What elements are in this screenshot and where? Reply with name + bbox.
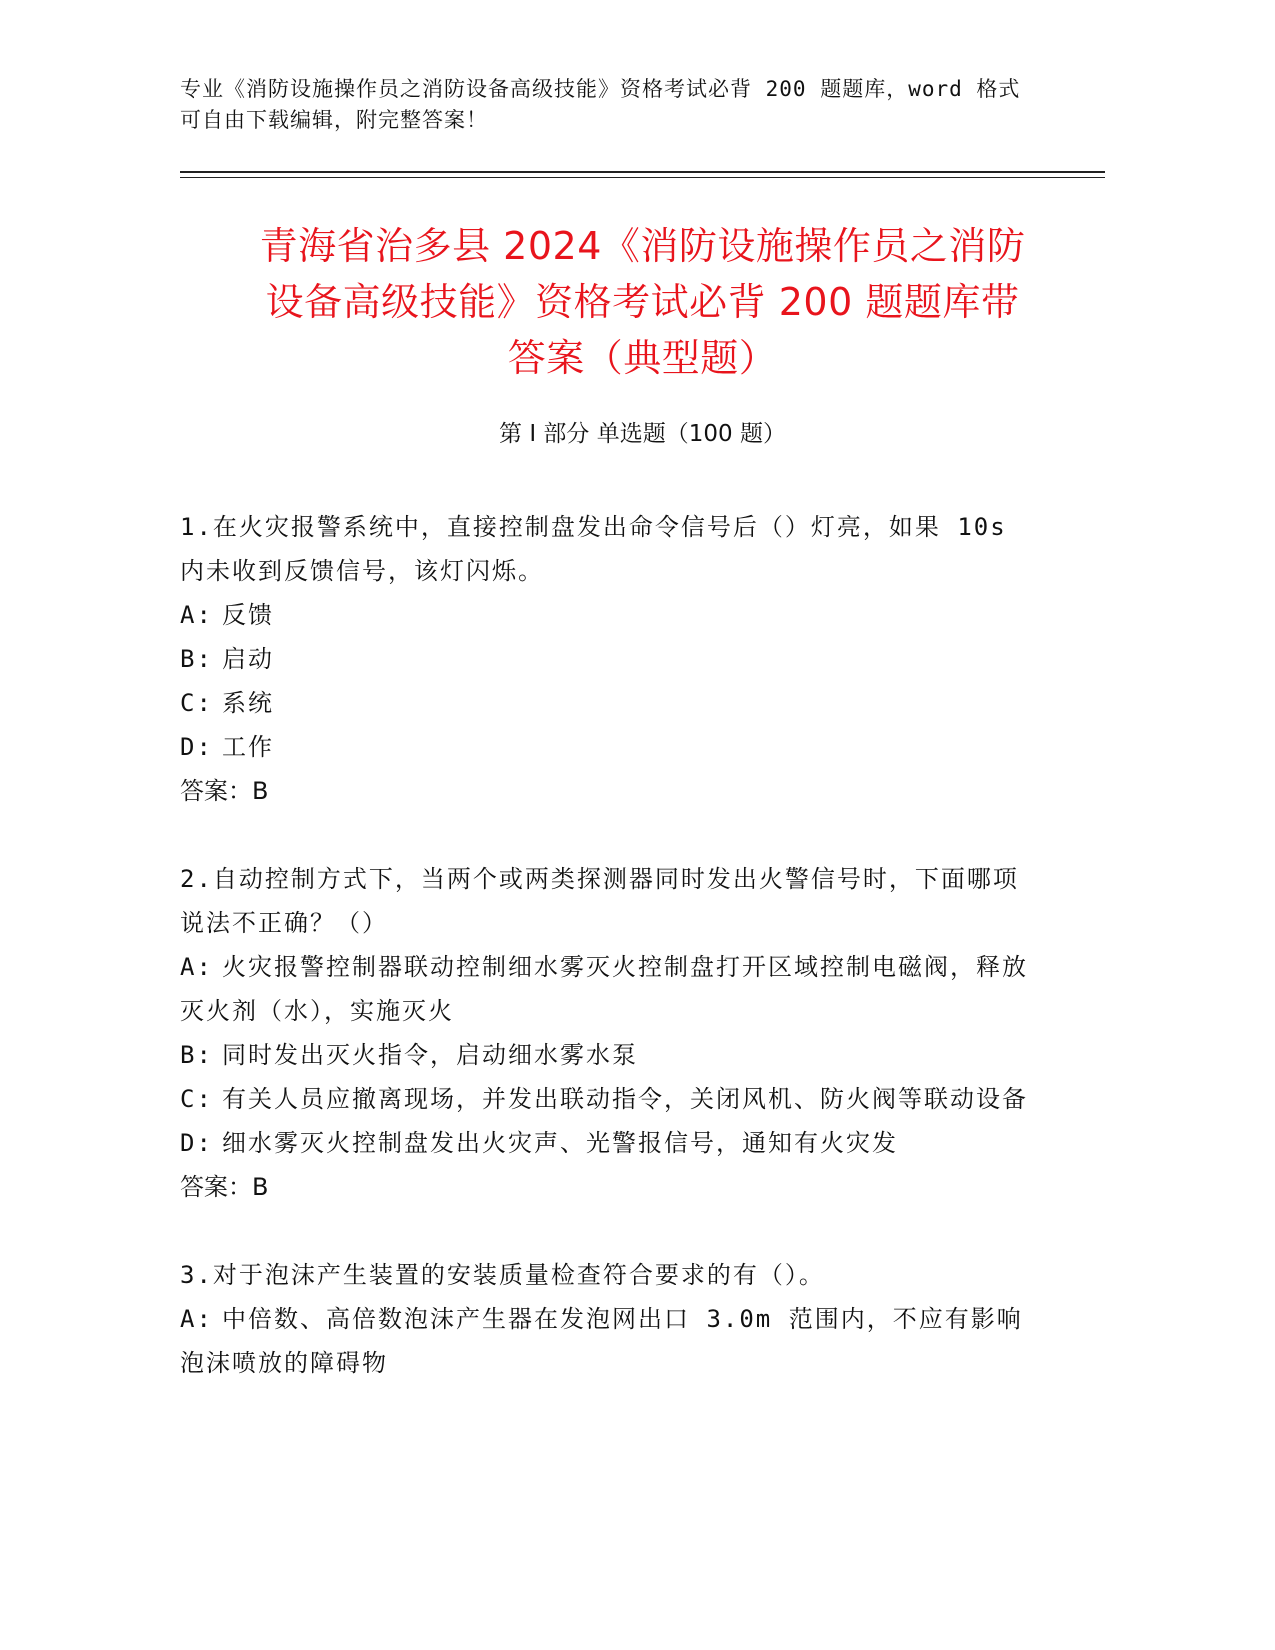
document-title: [170, 218, 1115, 386]
header-divider-thick: [180, 171, 1105, 173]
question-item: [180, 857, 1040, 1209]
option-text: 系统: [222, 689, 274, 717]
question-list: [180, 505, 1040, 1429]
option-a: [180, 1297, 1040, 1385]
section-heading: 第 I 部分 单选题（100 题）: [499, 421, 786, 447]
option-letter: D:: [180, 1129, 213, 1157]
option-letter: A:: [180, 601, 213, 629]
option-a: [180, 945, 1040, 1033]
title-line: 答案（典型题）: [507, 336, 778, 380]
answer-line: 答案：B: [180, 777, 269, 805]
option-a: [180, 593, 1040, 637]
option-c: [180, 1077, 1040, 1121]
option-letter: A:: [180, 1305, 213, 1333]
question-item: [180, 1253, 1040, 1385]
option-letter: B:: [180, 1041, 213, 1069]
title-line: 设备高级技能》资格考试必背 200 题题库带: [265, 280, 1020, 324]
header-note: 专业《消防设施操作员之消防设备高级技能》资格考试必背 200 题题库，word 格式可自由下载编辑，附完整答案！: [180, 77, 1021, 132]
option-text: 同时发出灭火指令，启动细水雾水泵: [222, 1041, 638, 1069]
option-d: [180, 1121, 1040, 1165]
option-c: [180, 681, 1040, 725]
option-b: [180, 637, 1040, 681]
option-b: [180, 1033, 1040, 1077]
option-text: 启动: [222, 645, 274, 673]
question-stem: 1.在火灾报警系统中，直接控制盘发出命令信号后（）灯亮，如果 10s 内未收到反馈信号，该灯闪烁。: [180, 513, 1007, 585]
header-divider-thin: [180, 177, 1105, 178]
option-text: 工作: [222, 733, 274, 761]
option-letter: D:: [180, 733, 213, 761]
option-letter: B:: [180, 645, 213, 673]
option-text: 细水雾灭火控制盘发出火灾声、光警报信号，通知有火灾发: [222, 1129, 898, 1157]
option-text: 有关人员应撤离现场，并发出联动指令，关闭风机、防火阀等联动设备: [222, 1085, 1028, 1113]
option-text: 中倍数、高倍数泡沫产生器在发泡网出口 3.0m 范围内，不应有影响泡沫喷放的障碍物: [180, 1305, 1023, 1377]
question-item: [180, 505, 1040, 813]
option-letter: C:: [180, 689, 213, 717]
option-letter: C:: [180, 1085, 213, 1113]
option-d: [180, 725, 1040, 769]
option-text: 火灾报警控制器联动控制细水雾灭火控制盘打开区域控制电磁阀，释放灭火剂（水），实施灭火: [180, 953, 1028, 1025]
question-stem: 2.自动控制方式下，当两个或两类探测器同时发出火警信号时，下面哪项说法不正确？（）: [180, 865, 1019, 937]
option-letter: A:: [180, 953, 213, 981]
title-line: 青海省治多县 2024《消防设施操作员之消防: [259, 224, 1026, 268]
option-text: 反馈: [222, 601, 274, 629]
question-stem: 3.对于泡沫产生装置的安装质量检查符合要求的有（）。: [180, 1261, 825, 1289]
answer-line: 答案：B: [180, 1173, 269, 1201]
